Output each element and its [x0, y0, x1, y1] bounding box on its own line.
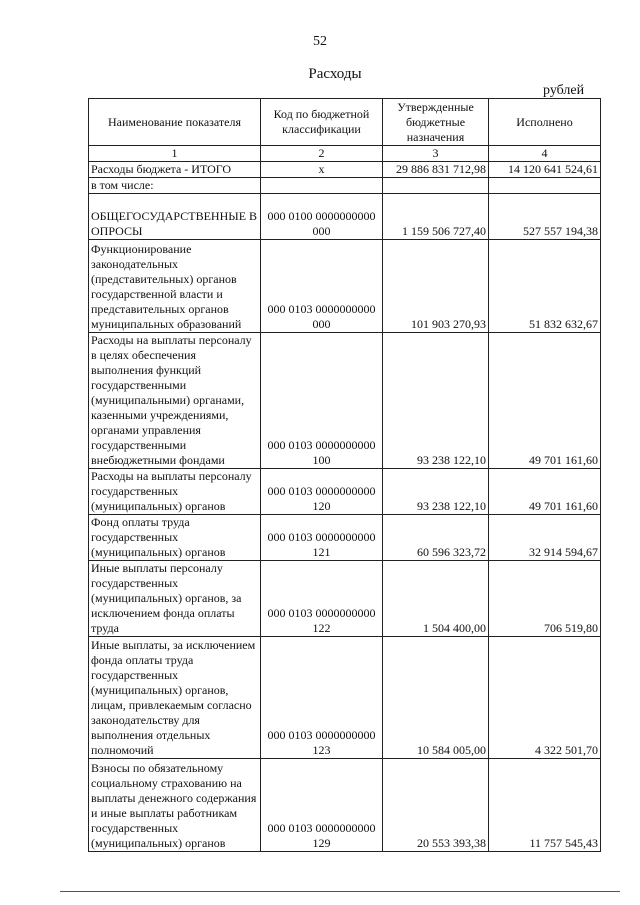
footer-divider: [60, 891, 620, 892]
header-code: Код по бюджетной классификации: [261, 99, 383, 146]
expenses-table: [88, 98, 601, 852]
row-executed: [489, 178, 601, 194]
table-row: [89, 469, 601, 515]
row-name: Функционирование законодательных (представительных) органов государственной власти и представительных органов муниципальных образований: [89, 240, 261, 333]
row-approved: 93 238 122,10: [383, 469, 489, 515]
row-code: 000 0100 0000000000 000: [261, 194, 383, 240]
header-approved: Утвержденные бюджетные назначения: [383, 99, 489, 146]
row-executed: 51 832 632,67: [489, 240, 601, 333]
header-executed: Исполнено: [489, 99, 601, 146]
row-code: x: [261, 162, 383, 178]
row-approved: 20 553 393,38: [383, 759, 489, 852]
row-executed: 527 557 194,38: [489, 194, 601, 240]
table-row: [89, 561, 601, 637]
row-executed: 706 519,80: [489, 561, 601, 637]
column-number: 2: [261, 146, 383, 162]
row-name: ОБЩЕГОСУДАРСТВЕННЫЕ ВОПРОСЫ: [89, 194, 261, 240]
table-row: [89, 333, 601, 469]
row-name: Взносы по обязательному социальному страхованию на выплаты денежного содержания и иные выплаты работникам государственных (муниципальных) органов: [89, 759, 261, 852]
table-header-row: [89, 99, 601, 146]
row-approved: 10 584 005,00: [383, 637, 489, 759]
row-approved: 29 886 831 712,98: [383, 162, 489, 178]
row-approved: 1 159 506 727,40: [383, 194, 489, 240]
row-approved: 60 596 323,72: [383, 515, 489, 561]
row-name: Расходы на выплаты персоналу государственных (муниципальных) органов: [89, 469, 261, 515]
units-label: рублей: [543, 83, 585, 98]
page-number: 52: [313, 34, 327, 49]
row-code: 000 0103 0000000000 122: [261, 561, 383, 637]
column-number: 3: [383, 146, 489, 162]
column-numbers-row: [89, 146, 601, 162]
table-row: [89, 759, 601, 852]
row-code: 000 0103 0000000000 100: [261, 333, 383, 469]
row-name: Расходы бюджета - ИТОГО: [89, 162, 261, 178]
row-code: 000 0103 0000000000 123: [261, 637, 383, 759]
row-executed: 4 322 501,70: [489, 637, 601, 759]
row-approved: 93 238 122,10: [383, 333, 489, 469]
row-code: 000 0103 0000000000 121: [261, 515, 383, 561]
header-name: Наименование показателя: [89, 99, 261, 146]
row-name: Иные выплаты, за исключением фонда оплаты труда государственных (муниципальных) органов, лицам, привлекаемым согласно законодательству для выполнения отдельных полномочий: [89, 637, 261, 759]
column-number: 4: [489, 146, 601, 162]
table-row: [89, 240, 601, 333]
column-number: 1: [89, 146, 261, 162]
row-code: 000 0103 0000000000 129: [261, 759, 383, 852]
row-approved: 1 504 400,00: [383, 561, 489, 637]
table-row: [89, 194, 601, 240]
table-row: [89, 162, 601, 178]
row-name: Фонд оплаты труда государственных (муниципальных) органов: [89, 515, 261, 561]
table-row: [89, 637, 601, 759]
table-row: [89, 178, 601, 194]
row-code: 000 0103 0000000000 000: [261, 240, 383, 333]
row-executed: 49 701 161,60: [489, 469, 601, 515]
row-name: Расходы на выплаты персоналу в целях обеспечения выполнения функций государственными (муниципальными) органами, казенными учреждениями, органами управления государственными внебюджетными фондами: [89, 333, 261, 469]
row-executed: 14 120 641 524,61: [489, 162, 601, 178]
row-executed: 11 757 545,43: [489, 759, 601, 852]
row-name: Иные выплаты персоналу государственных (муниципальных) органов, за исключением фонда оплаты труда: [89, 561, 261, 637]
row-name: в том числе:: [89, 178, 261, 194]
row-code: [261, 178, 383, 194]
row-executed: 49 701 161,60: [489, 333, 601, 469]
row-approved: [383, 178, 489, 194]
row-executed: 32 914 594,67: [489, 515, 601, 561]
row-code: 000 0103 0000000000 120: [261, 469, 383, 515]
page-title: Расходы: [308, 66, 362, 82]
table-row: [89, 515, 601, 561]
row-approved: 101 903 270,93: [383, 240, 489, 333]
